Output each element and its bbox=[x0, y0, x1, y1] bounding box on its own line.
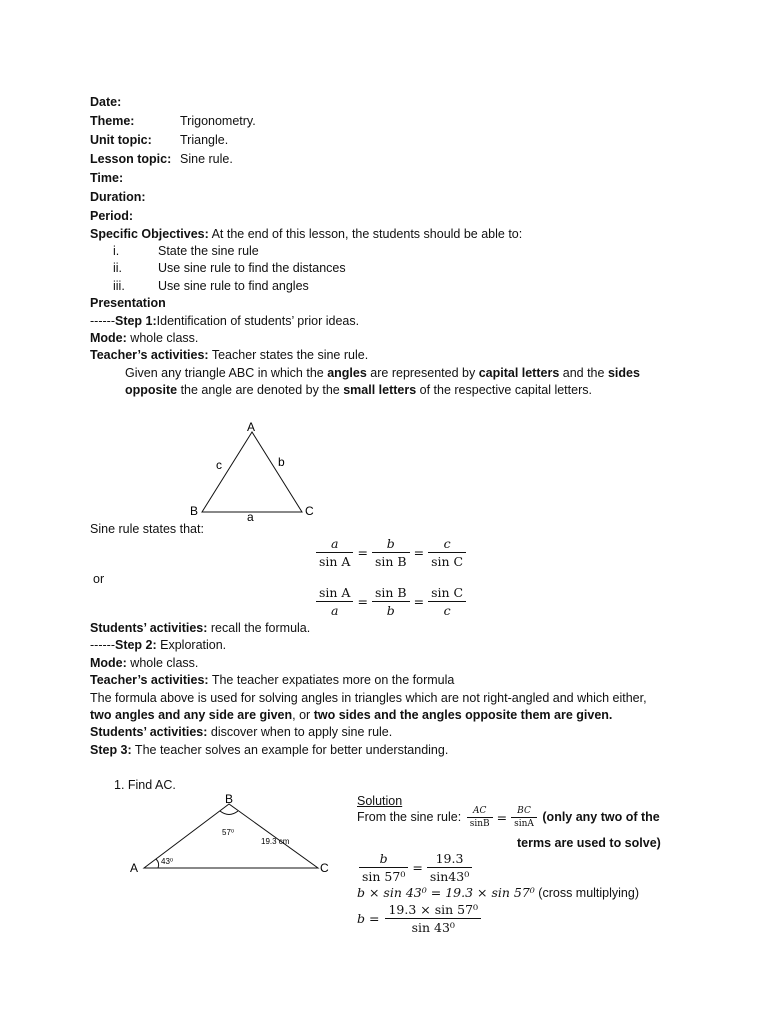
numerator: sin A bbox=[316, 585, 353, 602]
students2-text: discover when to apply sine rule. bbox=[207, 725, 393, 739]
numerator: b bbox=[372, 536, 410, 553]
time-label: Time: bbox=[90, 171, 124, 185]
fraction bbox=[316, 536, 353, 569]
unit-topic-row bbox=[90, 132, 228, 149]
step2-text: Exploration. bbox=[156, 638, 227, 652]
objective-item bbox=[113, 243, 259, 260]
side-b-label: b bbox=[278, 455, 285, 469]
numerator: sin C bbox=[428, 585, 466, 602]
case-sep: , or bbox=[292, 708, 314, 722]
numerator: c bbox=[428, 536, 466, 553]
case-1: two angles and any side are given bbox=[90, 708, 293, 722]
lhs: b = bbox=[357, 911, 380, 926]
numerator: BC bbox=[511, 806, 537, 818]
students1-row bbox=[90, 620, 310, 637]
fraction bbox=[372, 585, 410, 618]
given-paragraph-line1 bbox=[125, 365, 640, 382]
objective-item bbox=[113, 260, 346, 277]
vertex-c-label: C bbox=[320, 861, 329, 875]
equals-sign: = bbox=[413, 545, 425, 560]
numerator: b bbox=[359, 851, 408, 868]
formula-use-line: The formula above is used for solving angles in triangles which are not right-angled and which either, bbox=[90, 691, 647, 705]
unit-topic-label: Unit topic: bbox=[90, 133, 152, 147]
teacher2-text: The teacher expatiates more on the formula bbox=[208, 673, 455, 687]
students1-label: Students’ activities: bbox=[90, 621, 208, 635]
denominator: sin43⁰ bbox=[429, 869, 470, 884]
or-label: or bbox=[93, 572, 105, 586]
date-label: Date: bbox=[90, 95, 122, 109]
cross-note: (cross multiplying) bbox=[534, 886, 639, 900]
fraction bbox=[316, 585, 353, 618]
teacher1-row bbox=[90, 347, 368, 364]
given-bold: capital letters bbox=[478, 366, 560, 380]
step1-dashes: ------ bbox=[90, 314, 115, 328]
solution-heading: Solution bbox=[357, 794, 403, 808]
objective-text: Use sine rule to find the distances bbox=[158, 261, 346, 275]
period-row bbox=[90, 208, 180, 225]
numerator: 19.3 bbox=[427, 851, 472, 868]
theme-label: Theme: bbox=[90, 114, 135, 128]
mode1-text: whole class. bbox=[126, 331, 199, 345]
given-text: are represented by bbox=[366, 366, 479, 380]
given-bold: angles bbox=[327, 366, 367, 380]
theme-value: Trigonometry. bbox=[180, 114, 256, 128]
teacher2-row bbox=[90, 672, 454, 689]
vertex-a-label: A bbox=[247, 420, 256, 434]
cross-equation: b × sin 43⁰ = 19.3 × sin 57⁰ bbox=[357, 885, 535, 900]
lesson-topic-row bbox=[90, 151, 233, 168]
fraction bbox=[359, 851, 408, 884]
date-row bbox=[90, 94, 180, 111]
example-question: 1. Find AC. bbox=[114, 778, 176, 792]
objective-text: State the sine rule bbox=[158, 244, 259, 258]
teacher2-label: Teacher’s activities: bbox=[90, 673, 209, 687]
example-triangle-diagram bbox=[120, 792, 340, 882]
denominator: c bbox=[443, 603, 451, 618]
teacher1-text: Teacher states the sine rule. bbox=[208, 348, 369, 362]
denominator: sin A bbox=[319, 554, 351, 569]
equation-3 bbox=[357, 902, 483, 935]
denominator: sin B bbox=[374, 554, 407, 569]
students2-label: Students’ activities: bbox=[90, 725, 208, 739]
angle-b-label: 57⁰ bbox=[222, 828, 235, 837]
students1-text: recall the formula. bbox=[207, 621, 311, 635]
note-line2-row bbox=[517, 835, 661, 852]
given-paragraph-line2 bbox=[125, 382, 592, 399]
fraction bbox=[428, 585, 466, 618]
step1-row bbox=[90, 313, 359, 330]
mode2-row bbox=[90, 655, 198, 672]
step2-label: Step 2: bbox=[114, 638, 157, 652]
step3-label: Step 3: bbox=[90, 743, 132, 757]
lesson-topic-value: Sine rule. bbox=[180, 152, 233, 166]
objectives-intro bbox=[90, 226, 522, 243]
denominator: sin 43⁰ bbox=[411, 920, 455, 935]
side-a-label: a bbox=[247, 510, 254, 524]
unit-topic-value: Triangle. bbox=[180, 133, 229, 147]
step3-row bbox=[90, 742, 448, 759]
objectives-text: At the end of this lesson, the students should be able to: bbox=[208, 227, 523, 241]
vertex-b-label: B bbox=[225, 792, 234, 806]
denominator: sinB bbox=[469, 819, 490, 829]
mode1-label: Mode: bbox=[90, 331, 127, 345]
theme-row bbox=[90, 113, 256, 130]
side-bc-label: 19.3 cm bbox=[261, 837, 290, 846]
angle-a-arc bbox=[156, 859, 159, 868]
step2-dashes: ------ bbox=[90, 638, 115, 652]
time-row bbox=[90, 170, 180, 187]
vertex-a-label: A bbox=[130, 861, 139, 875]
fraction bbox=[427, 851, 472, 884]
equals-sign: = bbox=[357, 594, 368, 609]
duration-label: Duration: bbox=[90, 190, 146, 204]
fraction bbox=[385, 902, 481, 935]
equation-1: $\frac{b}{\text{sin 57⁰}}$ = $\frac{19.3}{\text{sin43⁰}}$ bbox=[357, 851, 474, 884]
denominator: a bbox=[331, 603, 339, 618]
angle-a-label: 43⁰ bbox=[161, 857, 174, 866]
numerator: 19.3 × sin 57⁰ bbox=[385, 902, 481, 919]
fraction bbox=[511, 806, 537, 829]
period-label: Period: bbox=[90, 209, 134, 223]
denominator: sin 57⁰ bbox=[362, 869, 406, 884]
cross-multiply-line bbox=[357, 884, 639, 902]
denominator: sin C bbox=[431, 554, 464, 569]
numerator: a bbox=[316, 536, 353, 553]
fraction bbox=[372, 536, 410, 569]
sine-rule-statement: From the sine rule: $\frac{AC}{\sin B}$ = $\frac{BC}{\sin A}$ (only any two of the bbox=[357, 806, 660, 829]
note-line2: terms are used to solve) bbox=[517, 836, 661, 850]
objective-num: iii. bbox=[113, 279, 125, 293]
numerator: AC bbox=[467, 806, 493, 818]
mode2-label: Mode: bbox=[90, 656, 127, 670]
students2-row bbox=[90, 724, 392, 741]
vertex-b-label: B bbox=[190, 504, 199, 518]
numerator: sin B bbox=[372, 585, 410, 602]
presentation-heading-text: Presentation bbox=[90, 296, 166, 310]
step1-label: Step 1: bbox=[114, 314, 157, 328]
given-bold: small letters bbox=[343, 383, 417, 397]
sine-rule-formula-1 bbox=[314, 536, 468, 569]
objective-num: ii. bbox=[113, 261, 123, 275]
from-rule-text: From the sine rule: bbox=[357, 810, 462, 824]
side-c-label: c bbox=[216, 458, 222, 472]
objectives-label: Specific Objectives: bbox=[90, 227, 209, 241]
objective-item bbox=[113, 278, 309, 295]
triangle-abc-diagram bbox=[180, 418, 330, 528]
given-text: of the respective capital letters. bbox=[416, 383, 592, 397]
sine-rule-formula-2 bbox=[314, 585, 468, 618]
denominator: b bbox=[386, 603, 395, 618]
given-bold: opposite bbox=[125, 383, 178, 397]
fraction bbox=[467, 806, 493, 829]
presentation-heading bbox=[90, 295, 166, 312]
mode1-row bbox=[90, 330, 198, 347]
denominator: sinA bbox=[514, 819, 534, 829]
objective-num: i. bbox=[113, 244, 120, 258]
triangle-abc-shape bbox=[202, 432, 302, 512]
teacher1-label: Teacher’s activities: bbox=[90, 348, 209, 362]
given-text: and the bbox=[559, 366, 608, 380]
vertex-c-label: C bbox=[305, 504, 314, 518]
given-text: the angle are denoted by the bbox=[177, 383, 344, 397]
given-text: Given any triangle ABC in which the bbox=[125, 366, 328, 380]
angle-b-arc bbox=[220, 811, 238, 815]
step3-text: The teacher solves an example for better understanding. bbox=[131, 743, 449, 757]
cases-line bbox=[90, 707, 612, 724]
fraction bbox=[428, 536, 466, 569]
step1-text: Identification of students’ prior ideas. bbox=[156, 314, 360, 328]
duration-row bbox=[90, 189, 180, 206]
mode2-text: whole class. bbox=[126, 656, 199, 670]
objective-text: Use sine rule to find angles bbox=[158, 279, 309, 293]
given-bold: sides bbox=[607, 366, 640, 380]
equals-sign: = bbox=[357, 545, 368, 560]
note-line1: (only any two of the bbox=[542, 810, 660, 824]
lesson-topic-label: Lesson topic: bbox=[90, 152, 172, 166]
step2-row bbox=[90, 637, 226, 654]
equals-sign: = bbox=[413, 594, 425, 609]
sine-rule-states: Sine rule states that: bbox=[90, 522, 204, 536]
case-2: two sides and the angles opposite them are given. bbox=[313, 708, 613, 722]
